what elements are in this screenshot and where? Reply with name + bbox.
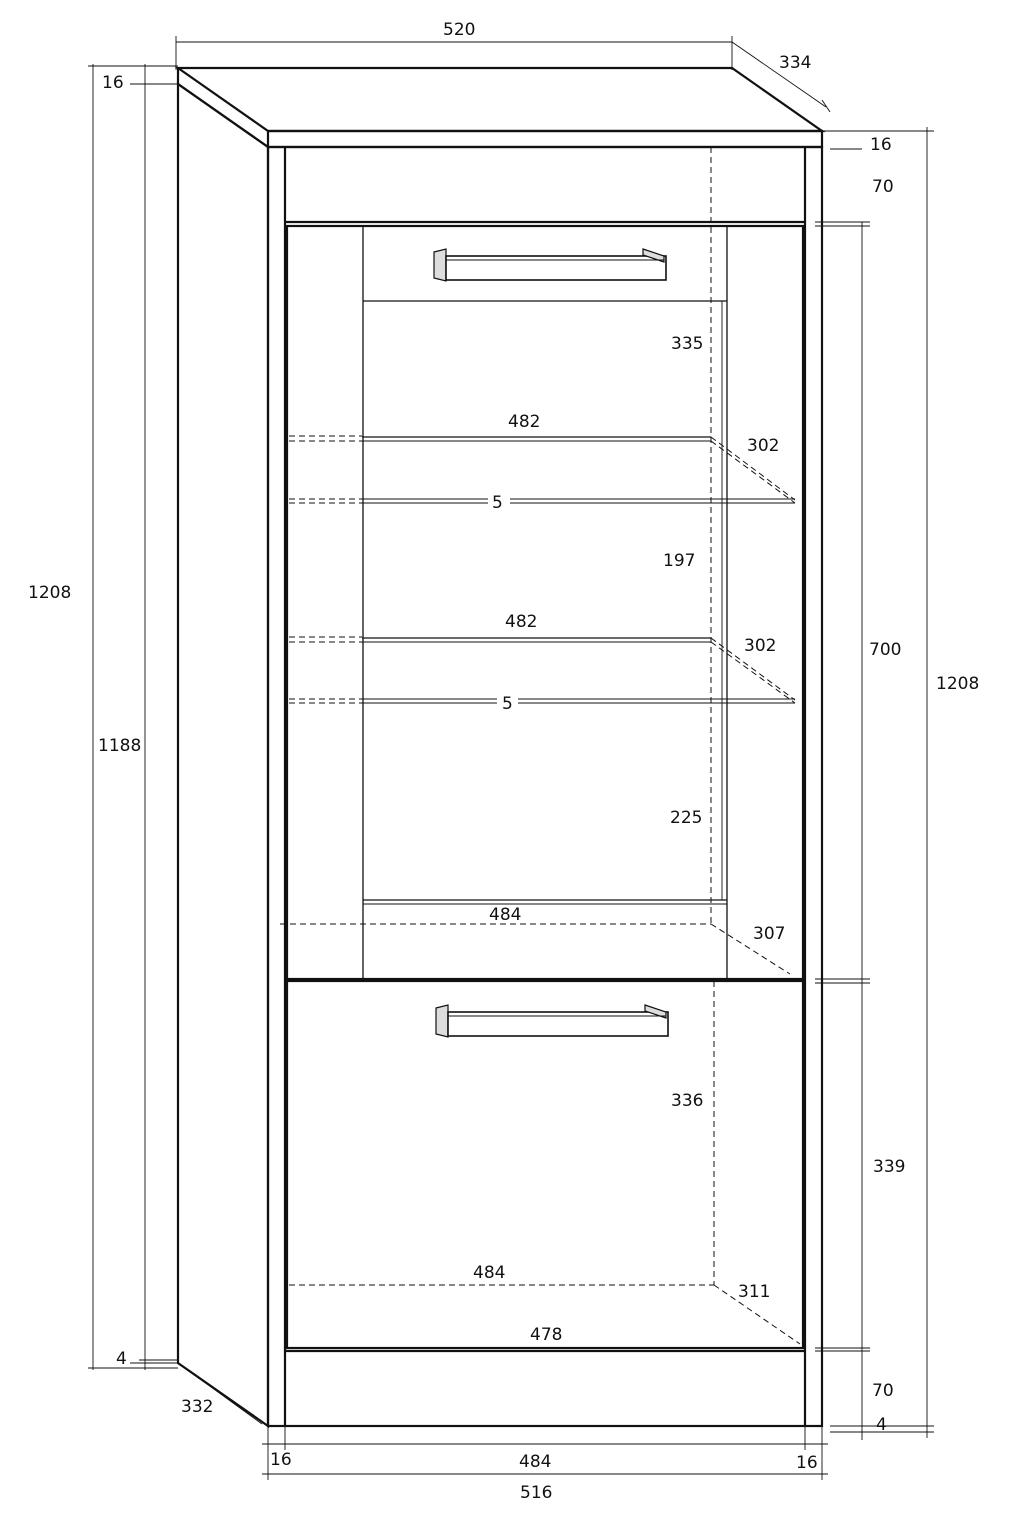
dim-bottom-total-width: 516: [520, 1483, 553, 1503]
dim-middle-compartment: 197: [663, 551, 696, 571]
dim-lower-glass-compartment: 225: [670, 808, 703, 828]
dim-left-inner-height: 1188: [98, 736, 142, 756]
lower-handle: [436, 1005, 668, 1037]
dim-left-top-thickness: 16: [102, 73, 124, 93]
dim-shelf2-width: 482: [505, 612, 538, 632]
dim-right-plinth-bottom: 70: [872, 1381, 894, 1401]
dim-right-total-height: 1208: [936, 674, 980, 694]
left-side-panel: [178, 84, 268, 1426]
dim-shelf2-depth: 302: [744, 636, 777, 656]
dim-right-plinth-top: 70: [872, 177, 894, 197]
glass-door: [287, 226, 803, 979]
dim-shelf2-thickness: 5: [502, 694, 513, 714]
dim-lower-floor-width: 484: [473, 1263, 506, 1283]
dim-lower-door-width: 478: [530, 1325, 563, 1345]
dim-lower-floor-depth: 311: [738, 1282, 771, 1302]
top-slab-front: [268, 131, 822, 147]
dim-top-depth: 334: [779, 53, 812, 73]
dim-bottom-inner-width: 484: [519, 1452, 552, 1472]
dim-bottom-side-right: 16: [796, 1453, 818, 1473]
dim-left-foot: 4: [116, 1349, 127, 1369]
upper-handle: [434, 249, 666, 281]
dim-right-foot: 4: [876, 1415, 887, 1435]
top-slab: [178, 68, 822, 131]
dimension-lines: [88, 36, 934, 1480]
dim-right-top-thickness: 16: [870, 135, 892, 155]
dim-upper-top-compartment: 335: [671, 334, 704, 354]
front-frame: [268, 147, 822, 1426]
dim-bottom-depth: 332: [181, 1397, 214, 1417]
dim-lower-compartment-height: 336: [671, 1091, 704, 1111]
dim-shelf1-width: 482: [508, 412, 541, 432]
dim-top-width: 520: [443, 20, 476, 40]
dim-bottom-side-left: 16: [270, 1450, 292, 1470]
dim-upper-floor-depth: 307: [753, 924, 786, 944]
dim-shelf1-thickness: 5: [492, 493, 503, 513]
dim-left-total-height: 1208: [28, 583, 72, 603]
dim-upper-floor-width: 484: [489, 905, 522, 925]
dim-right-lower-section: 339: [873, 1157, 906, 1177]
dim-right-upper-section: 700: [869, 640, 902, 660]
dimension-labels: [28, 20, 979, 1503]
dim-shelf1-depth: 302: [747, 436, 780, 456]
